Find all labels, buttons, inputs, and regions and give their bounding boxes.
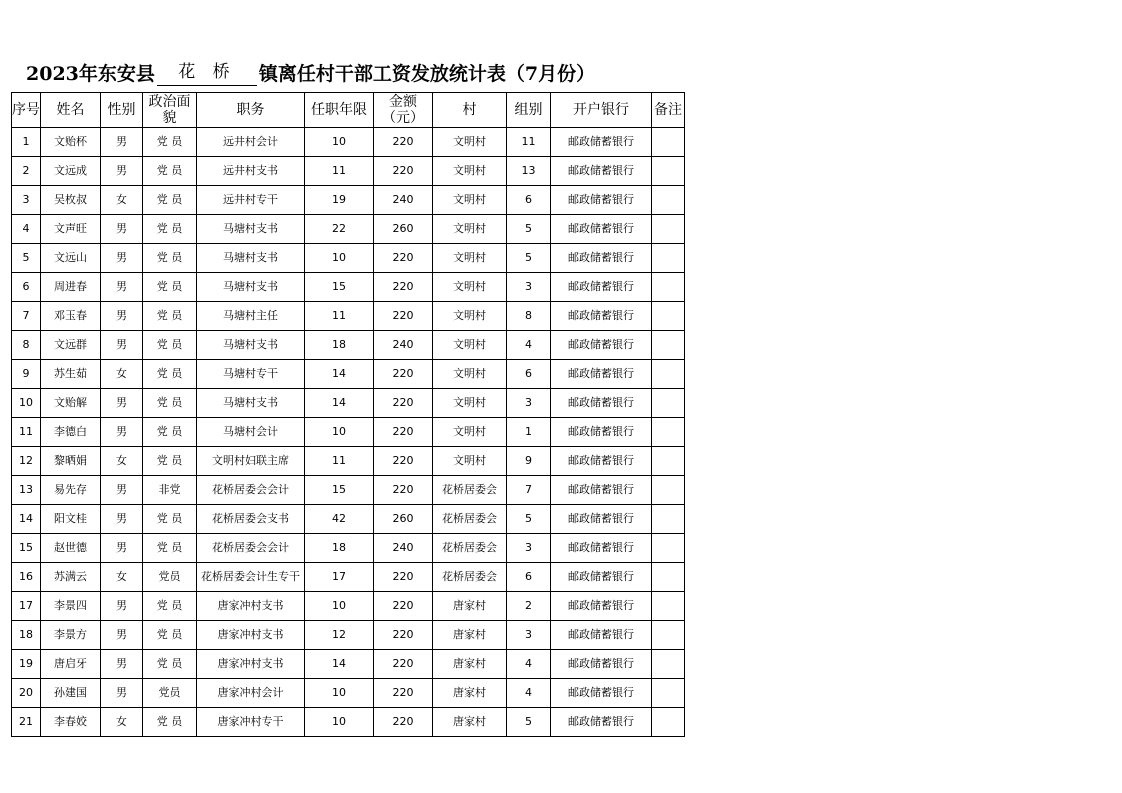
cell-gender: 男 [101,302,143,331]
cell-post: 唐家冲村支书 [197,592,305,621]
cell-gender: 男 [101,331,143,360]
cell-village: 文明村 [433,389,507,418]
cell-gender: 男 [101,215,143,244]
cell-name: 文远群 [41,331,101,360]
cell-bank: 邮政储蓄银行 [551,331,652,360]
cell-bank: 邮政储蓄银行 [551,157,652,186]
cell-bank: 邮政储蓄银行 [551,476,652,505]
cell-political: 党 员 [143,186,197,215]
cell-years: 22 [305,215,374,244]
table-row [12,476,685,505]
cell-name: 文远山 [41,244,101,273]
cell-village: 文明村 [433,186,507,215]
table-row [12,186,685,215]
cell-amount: 220 [374,302,433,331]
cell-name: 唐启牙 [41,650,101,679]
cell-no: 21 [12,708,41,737]
cell-village: 花桥居委会 [433,476,507,505]
cell-political: 党员 [143,563,197,592]
cell-note [652,389,685,418]
cell-name: 易先存 [41,476,101,505]
cell-no: 15 [12,534,41,563]
cell-name: 周进春 [41,273,101,302]
cell-no: 12 [12,447,41,476]
cell-gender: 女 [101,708,143,737]
cell-political: 党 员 [143,592,197,621]
cell-group: 4 [507,679,551,708]
cell-name: 邓玉春 [41,302,101,331]
table-row [12,331,685,360]
cell-note [652,215,685,244]
cell-years: 11 [305,302,374,331]
table-row [12,128,685,157]
cell-group: 4 [507,650,551,679]
cell-bank: 邮政储蓄银行 [551,650,652,679]
cell-no: 7 [12,302,41,331]
cell-note [652,128,685,157]
table-row [12,418,685,447]
cell-years: 17 [305,563,374,592]
cell-note [652,360,685,389]
header-note: 备注 [652,93,685,128]
cell-group: 7 [507,476,551,505]
cell-bank: 邮政储蓄银行 [551,360,652,389]
cell-post: 马塘村支书 [197,331,305,360]
cell-gender: 男 [101,650,143,679]
cell-years: 10 [305,244,374,273]
cell-political: 非党 [143,476,197,505]
cell-post: 马塘村支书 [197,389,305,418]
cell-gender: 男 [101,418,143,447]
cell-gender: 男 [101,592,143,621]
cell-name: 李景方 [41,621,101,650]
cell-political: 党 员 [143,389,197,418]
table-row [12,679,685,708]
cell-amount: 240 [374,331,433,360]
table-row [12,360,685,389]
cell-group: 13 [507,157,551,186]
cell-years: 12 [305,621,374,650]
cell-village: 文明村 [433,331,507,360]
cell-note [652,708,685,737]
cell-bank: 邮政储蓄银行 [551,244,652,273]
cell-name: 李春姣 [41,708,101,737]
cell-village: 文明村 [433,215,507,244]
table-row [12,592,685,621]
cell-post: 唐家冲村会计 [197,679,305,708]
cell-gender: 男 [101,244,143,273]
cell-post: 马塘村支书 [197,273,305,302]
cell-amount: 220 [374,360,433,389]
cell-note [652,302,685,331]
cell-gender: 男 [101,621,143,650]
cell-note [652,186,685,215]
cell-village: 文明村 [433,157,507,186]
cell-group: 3 [507,534,551,563]
cell-political: 党 员 [143,505,197,534]
cell-group: 5 [507,244,551,273]
cell-group: 1 [507,418,551,447]
cell-political: 党 员 [143,128,197,157]
cell-bank: 邮政储蓄银行 [551,679,652,708]
cell-gender: 男 [101,157,143,186]
cell-no: 3 [12,186,41,215]
cell-group: 5 [507,505,551,534]
cell-gender: 女 [101,360,143,389]
header-row [12,93,685,128]
header-group: 组别 [507,93,551,128]
cell-bank: 邮政储蓄银行 [551,418,652,447]
cell-no: 2 [12,157,41,186]
cell-post: 马塘村专干 [197,360,305,389]
cell-bank: 邮政储蓄银行 [551,505,652,534]
cell-political: 党 员 [143,534,197,563]
cell-village: 花桥居委会 [433,563,507,592]
cell-amount: 260 [374,215,433,244]
cell-amount: 220 [374,592,433,621]
cell-no: 11 [12,418,41,447]
cell-group: 2 [507,592,551,621]
cell-no: 18 [12,621,41,650]
header-years: 任职年限 [305,93,374,128]
cell-name: 文声旺 [41,215,101,244]
cell-political: 党 员 [143,447,197,476]
cell-name: 文远成 [41,157,101,186]
table-row [12,505,685,534]
cell-amount: 220 [374,389,433,418]
cell-name: 李德白 [41,418,101,447]
cell-name: 文贻解 [41,389,101,418]
header-no: 序号 [12,93,41,128]
cell-village: 文明村 [433,128,507,157]
cell-no: 17 [12,592,41,621]
cell-political: 党 员 [143,215,197,244]
document-title [26,54,595,86]
cell-bank: 邮政储蓄银行 [551,273,652,302]
cell-political: 党 员 [143,360,197,389]
cell-note [652,679,685,708]
cell-gender: 女 [101,186,143,215]
cell-bank: 邮政储蓄银行 [551,447,652,476]
cell-gender: 男 [101,128,143,157]
cell-village: 唐家村 [433,592,507,621]
cell-years: 10 [305,592,374,621]
cell-note [652,331,685,360]
cell-village: 文明村 [433,273,507,302]
cell-gender: 男 [101,505,143,534]
cell-group: 6 [507,563,551,592]
cell-village: 文明村 [433,418,507,447]
table-row [12,157,685,186]
cell-amount: 220 [374,621,433,650]
cell-village: 唐家村 [433,650,507,679]
cell-group: 8 [507,302,551,331]
cell-amount: 240 [374,534,433,563]
cell-no: 9 [12,360,41,389]
cell-no: 14 [12,505,41,534]
cell-post: 远井村专干 [197,186,305,215]
cell-bank: 邮政储蓄银行 [551,563,652,592]
cell-years: 10 [305,418,374,447]
cell-amount: 220 [374,708,433,737]
table-row [12,244,685,273]
table-row [12,215,685,244]
cell-village: 文明村 [433,244,507,273]
cell-political: 党 员 [143,708,197,737]
cell-political: 党 员 [143,244,197,273]
cell-name: 苏满云 [41,563,101,592]
table-row [12,708,685,737]
cell-bank: 邮政储蓄银行 [551,389,652,418]
cell-post: 远井村会计 [197,128,305,157]
cell-name: 赵世德 [41,534,101,563]
cell-gender: 女 [101,563,143,592]
cell-group: 6 [507,186,551,215]
cell-note [652,157,685,186]
cell-post: 远井村支书 [197,157,305,186]
cell-group: 5 [507,215,551,244]
cell-no: 8 [12,331,41,360]
cell-political: 党 员 [143,157,197,186]
cell-name: 孙建国 [41,679,101,708]
header-post: 职务 [197,93,305,128]
cell-village: 唐家村 [433,621,507,650]
cell-gender: 男 [101,476,143,505]
cell-amount: 220 [374,418,433,447]
cell-no: 1 [12,128,41,157]
cell-name: 黎晒娟 [41,447,101,476]
cell-post: 马塘村会计 [197,418,305,447]
cell-village: 花桥居委会 [433,505,507,534]
cell-gender: 男 [101,389,143,418]
cell-years: 18 [305,534,374,563]
header-village: 村 [433,93,507,128]
table-row [12,650,685,679]
cell-political: 党 员 [143,650,197,679]
cell-name: 阳文桂 [41,505,101,534]
table-body [12,128,685,737]
header-gender: 性别 [101,93,143,128]
cell-note [652,505,685,534]
cell-amount: 220 [374,563,433,592]
cell-no: 19 [12,650,41,679]
cell-political: 党 员 [143,418,197,447]
cell-bank: 邮政储蓄银行 [551,708,652,737]
cell-village: 唐家村 [433,708,507,737]
cell-years: 11 [305,447,374,476]
cell-bank: 邮政储蓄银行 [551,302,652,331]
cell-years: 15 [305,273,374,302]
cell-no: 10 [12,389,41,418]
table-row [12,273,685,302]
cell-gender: 男 [101,679,143,708]
cell-village: 文明村 [433,447,507,476]
cell-group: 3 [507,389,551,418]
cell-amount: 220 [374,650,433,679]
cell-group: 3 [507,273,551,302]
cell-note [652,476,685,505]
cell-post: 文明村妇联主席 [197,447,305,476]
cell-note [652,621,685,650]
cell-post: 马塘村支书 [197,215,305,244]
cell-bank: 邮政储蓄银行 [551,621,652,650]
table-row [12,534,685,563]
salary-table [11,92,685,737]
cell-group: 5 [507,708,551,737]
cell-years: 10 [305,128,374,157]
table-header [12,93,685,128]
cell-amount: 220 [374,447,433,476]
cell-name: 苏生茹 [41,360,101,389]
cell-group: 4 [507,331,551,360]
cell-village: 文明村 [433,302,507,331]
cell-years: 14 [305,650,374,679]
cell-political: 党 员 [143,621,197,650]
cell-years: 11 [305,157,374,186]
cell-no: 5 [12,244,41,273]
title-suffix: 镇离任村干部工资发放统计表（7月份） [258,63,596,85]
cell-name: 李景四 [41,592,101,621]
cell-amount: 220 [374,679,433,708]
cell-village: 唐家村 [433,679,507,708]
cell-amount: 220 [374,244,433,273]
cell-bank: 邮政储蓄银行 [551,592,652,621]
cell-years: 10 [305,679,374,708]
table-row [12,389,685,418]
cell-post: 唐家冲村专干 [197,708,305,737]
cell-post: 花桥居委会会计 [197,534,305,563]
cell-no: 4 [12,215,41,244]
cell-bank: 邮政储蓄银行 [551,534,652,563]
header-amount: 金额（元） [374,93,433,128]
cell-no: 16 [12,563,41,592]
cell-bank: 邮政储蓄银行 [551,186,652,215]
cell-village: 文明村 [433,360,507,389]
cell-amount: 240 [374,186,433,215]
cell-no: 6 [12,273,41,302]
cell-post: 马塘村主任 [197,302,305,331]
cell-post: 花桥居委会计生专干 [197,563,305,592]
cell-note [652,592,685,621]
cell-village: 花桥居委会 [433,534,507,563]
table-row [12,563,685,592]
cell-note [652,447,685,476]
cell-note [652,563,685,592]
cell-amount: 260 [374,505,433,534]
cell-years: 42 [305,505,374,534]
cell-group: 3 [507,621,551,650]
title-town-name: 花 桥 [157,59,257,86]
cell-note [652,418,685,447]
cell-note [652,244,685,273]
cell-political: 党 员 [143,273,197,302]
cell-amount: 220 [374,157,433,186]
cell-bank: 邮政储蓄银行 [551,128,652,157]
cell-post: 唐家冲村支书 [197,621,305,650]
cell-years: 10 [305,708,374,737]
cell-amount: 220 [374,476,433,505]
title-prefix: 2023年东安县 [26,63,155,85]
table-row [12,621,685,650]
cell-political: 党员 [143,679,197,708]
header-name: 姓名 [41,93,101,128]
cell-group: 9 [507,447,551,476]
cell-post: 唐家冲村支书 [197,650,305,679]
cell-gender: 男 [101,273,143,302]
cell-years: 18 [305,331,374,360]
cell-name: 文贻杯 [41,128,101,157]
cell-name: 吴枚叔 [41,186,101,215]
cell-note [652,534,685,563]
cell-gender: 女 [101,447,143,476]
cell-bank: 邮政储蓄银行 [551,215,652,244]
cell-no: 13 [12,476,41,505]
cell-note [652,650,685,679]
cell-years: 15 [305,476,374,505]
cell-post: 花桥居委会支书 [197,505,305,534]
cell-note [652,273,685,302]
cell-years: 14 [305,389,374,418]
table-row [12,302,685,331]
cell-political: 党 员 [143,302,197,331]
cell-group: 6 [507,360,551,389]
cell-years: 14 [305,360,374,389]
header-political: 政治面貌 [143,93,197,128]
cell-group: 11 [507,128,551,157]
cell-amount: 220 [374,128,433,157]
cell-post: 花桥居委会会计 [197,476,305,505]
table-row [12,447,685,476]
cell-amount: 220 [374,273,433,302]
cell-post: 马塘村支书 [197,244,305,273]
cell-no: 20 [12,679,41,708]
cell-political: 党 员 [143,331,197,360]
cell-years: 19 [305,186,374,215]
cell-gender: 男 [101,534,143,563]
header-bank: 开户银行 [551,93,652,128]
